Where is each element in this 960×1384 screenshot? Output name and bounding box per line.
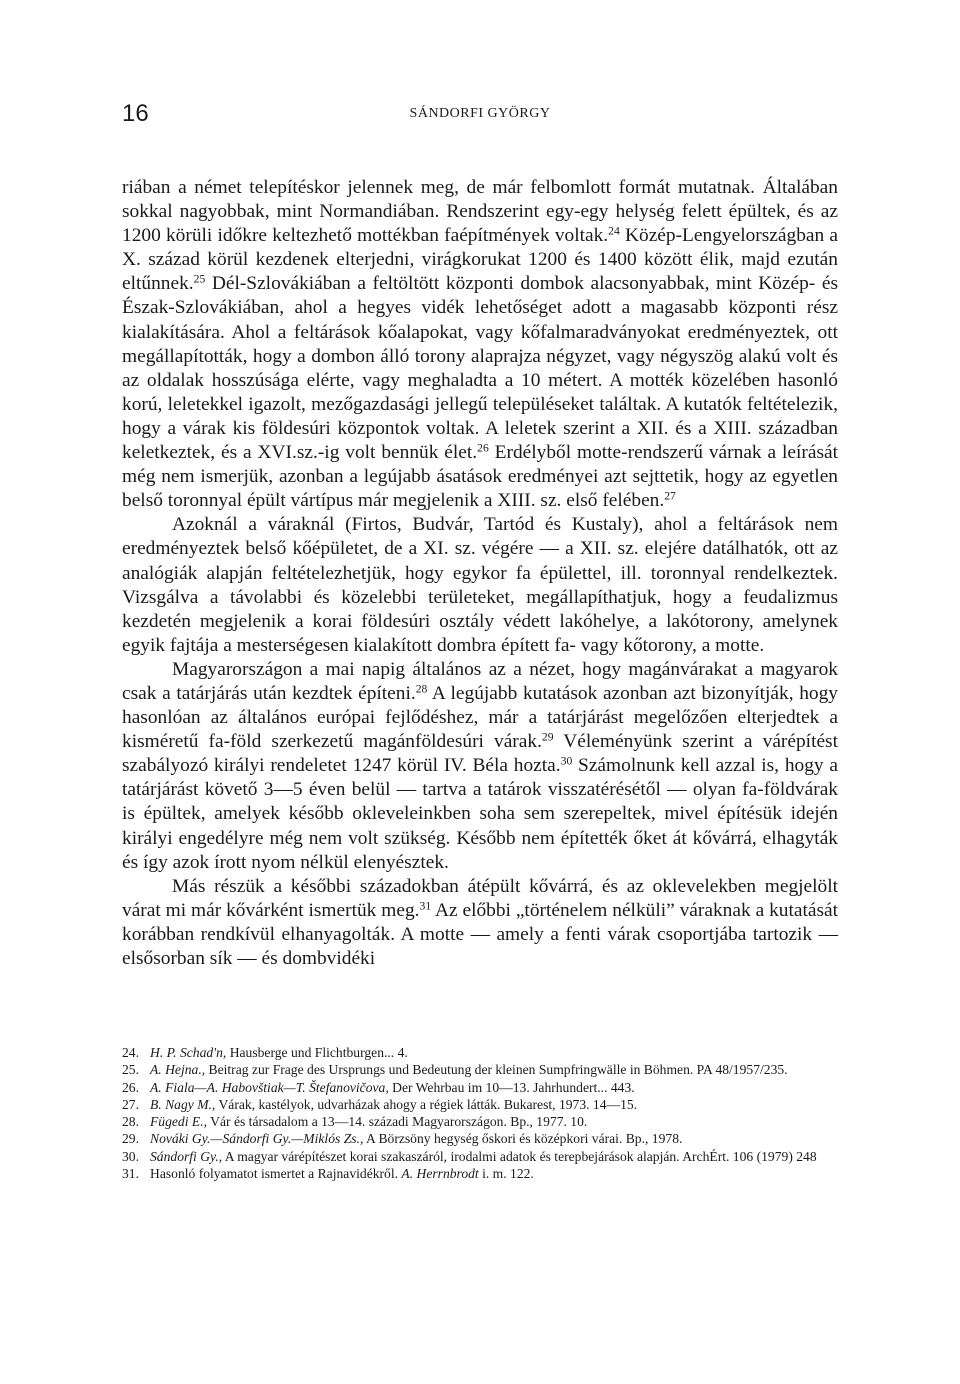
footnote <box>122 1097 842 1114</box>
footnote-number: 24. <box>122 1045 139 1060</box>
text-run: Az előbbi „történelem nélküli” váraknak a kutatását korábban rendkívül elhanyagolták. A motte — amely a fenti várak csoportjába tartozik — elsősorban sík — és dombvidéki <box>122 899 838 969</box>
footnote-ref: 29 <box>541 730 554 744</box>
footnote-ref: 24 <box>608 224 620 238</box>
text-run: riában a német telepítéskor jelennek meg, de már felbomlott formát mutatnak. Általában sokkal nagyobbak, mint Normandiában. Rendszerint egy-egy helység felett épültek, és az 1200 körüli időkre keltezhető mottékban faépítmények voltak. <box>122 177 838 247</box>
footnote-number: 26. <box>122 1079 139 1095</box>
footnote-number: 30. <box>122 1148 139 1164</box>
text-run: A magyar várépítészet korai szakaszáról, irodalmi adatok és terepbejárások alapján. ArchÉrt. 106 (1979) 248 <box>222 1148 817 1164</box>
text-run: Erdélyből motte-rendszerű várnak a leírását még nem ismerjük, azonban a legújabb ásatások eredményei azt sejttetik, hogy az egyetlen belső toronnyal épült vártípus már megjelenik a XIII. sz. első felében. <box>122 442 838 512</box>
footnote-ref: 27 <box>664 489 676 503</box>
text-run: Magyarországon a mai napig általános az a nézet, hogy magánvárakat a magyarok csak a tatárjárás után kezdtek építeni. <box>122 658 838 704</box>
footnote <box>122 1166 842 1183</box>
footnote-ref: 25 <box>193 272 206 286</box>
footnote-number: 25. <box>122 1062 139 1078</box>
footnote-number: 27. <box>122 1096 139 1112</box>
footnote-number: 29. <box>122 1131 139 1147</box>
footnote-number: 28. <box>122 1114 139 1130</box>
paragraph <box>122 658 838 875</box>
text-run: Számolnunk kell azzal is, hogy a tatárjárást követő 3—5 éven belül — tartva a tatárok visszatérésétől — olyan fa-földvárak is épültek, amelyek később okleveleinkben soha sem szerepeltek, mivel építésük idején királyi engedélyre még nem volt szükség. Később nem építették őket át kővárrá, elhagyták és így azok írott nyom nélkül elenyésztek. <box>122 755 838 873</box>
page-header <box>122 100 838 130</box>
text-run: A Börzsöny hegység őskori és középkori várai. Bp., 1978. <box>363 1131 683 1147</box>
footnote <box>122 1045 842 1062</box>
author-name: H. P. Schad'n, <box>150 1045 227 1060</box>
footnote <box>122 1080 842 1097</box>
footnote <box>122 1131 842 1148</box>
paragraph <box>122 513 838 658</box>
body-text <box>122 176 838 971</box>
text-run: Véleményünk szerint a várépítést szabályozó királyi rendeletet 1247 körül IV. Béla hozta. <box>122 731 838 777</box>
text-run: i. m. 122. <box>478 1166 534 1182</box>
text-run: Hausberge und Flichtburgen... 4. <box>226 1045 408 1060</box>
text-run: Hasonló folyamatot ismertet a Rajnavidékről. <box>150 1166 402 1182</box>
text-run: Beitrag zur Frage des Ursprungs und Bedeutung der kleinen Sumpfringwälle in Böhmen. PA 48/1957/235. <box>205 1062 788 1078</box>
author-name: B. Nagy M., <box>150 1096 216 1112</box>
text-run: Dél-Szlovákiában a feltöltött központi dombok alacsonyabbak, mint Közép- és Észak-Szlovákiában, ahol a hegyes vidék lehetőséget adott a magasabb központi rész kialakítására. Ahol a feltárások kőalapokat, vagy kőfalmaradványokat eredményeztek, ott megállapították, hogy a dombon álló torony alaprajza négyzet, vagy négyszög alakú volt és az oldalak hosszúsága elérte, vagy meghaladta a 10 métert. A motték közelében hasonló korú, leletekkel igazolt, mezőgazdasági jellegű településeket találtak. A kutatók feltételezik, hogy a várak kis földesúri központok voltak. A leletek szerint a XII. és a XIII. században keletkeztek, és a XVI.sz.-ig volt bennük élet. <box>122 273 838 464</box>
footnote-ref: 30 <box>560 754 573 768</box>
footnote-ref: 26 <box>477 441 489 455</box>
text-run: Der Wehrbau im 10—13. Jahrhundert... 443. <box>388 1079 635 1095</box>
footnote-number: 31. <box>122 1166 139 1182</box>
page-number: 16 <box>122 100 149 127</box>
running-head: SÁNDORFI GYÖRGY <box>409 106 551 121</box>
footnote <box>122 1062 842 1079</box>
footnote-ref: 28 <box>415 682 428 696</box>
footnote-ref: 31 <box>419 899 432 913</box>
text-run: A legújabb kutatások azonban azt bizonyítják, hogy hasonlóan az általános európai fejlődéshez, már a tatárjárást megelőzően elterjedtek a kisméretű fa-föld szerkezetű magánföldesúri várak. <box>122 682 838 753</box>
paragraph <box>122 875 838 971</box>
text-run: Közép-Lengyelországban a X. század körül kezdenek elterjedni, virágkorukat 1200 és 1400 között élik, majd ezután eltűnnek. <box>122 225 838 295</box>
footnotes <box>122 1045 842 1183</box>
author-name: Sándorfi Gy., <box>150 1148 223 1164</box>
author-name: Nováki Gy.—Sándorfi Gy.—Miklós Zs., <box>150 1131 364 1147</box>
author-name: Fügedi E., <box>150 1114 208 1130</box>
text-run: Azoknál a váraknál (Firtos, Budvár, Tartód és Kustaly), ahol a feltárások nem eredményeztek belső kőépületet, de a XI. sz. végére — a XII. sz. elejére datálhatók, ott az analógiák alapján feltételezhetjük, hogy egykor fa épülettel, ill. toronnyal rendelkeztek. Vizsgálva a távolabbi és közelebbi területeket, megállapíthatjuk, hogy a feudalizmus kezdetén megjelenik a korai földesúri osztály védett lakóhelye, a lakótorony, amelynek egyik fajtája a mesterségesen kialakított dombra épített fa- vagy kőtorony, a motte. <box>122 514 838 656</box>
text-run: Vár és társadalom a 13—14. századi Magyarországon. Bp., 1977. 10. <box>207 1114 588 1130</box>
author-name: A. Herrnbrodt <box>401 1166 479 1182</box>
text-run: Várak, kastélyok, udvarházak ahogy a régiek látták. Bukarest, 1973. 14—15. <box>215 1096 638 1112</box>
paragraph <box>122 176 838 513</box>
author-name: A. Hejna., <box>150 1062 206 1078</box>
footnote <box>122 1114 842 1131</box>
text-run: Más részük a későbbi századokban átépült kővárrá, és az oklevelekben megjelölt várat mi már kővárként ismertük meg. <box>122 875 838 921</box>
footnote <box>122 1149 842 1166</box>
author-name: A. Fiala—A. Habovštiak—T. Štefanovičova, <box>150 1079 389 1095</box>
